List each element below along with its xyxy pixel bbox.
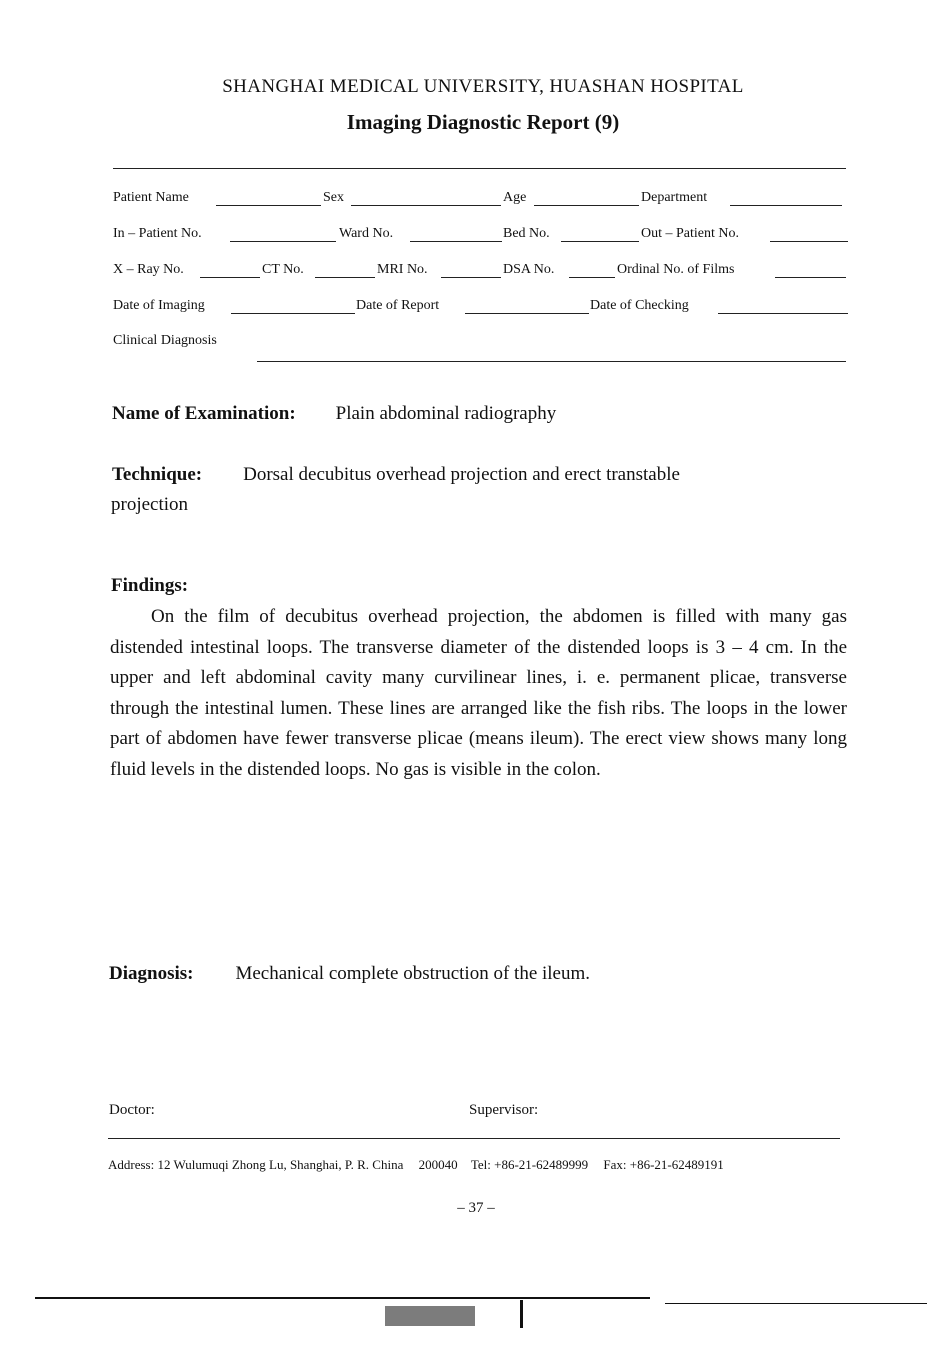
ct-no-label: CT No. <box>262 262 304 277</box>
form-row-clinical <box>113 333 848 353</box>
fax-text: Fax: +86-21-62489191 <box>603 1157 724 1172</box>
report-title: Imaging Diagnostic Report (9) <box>346 110 620 134</box>
postcode-text: 200040 <box>418 1157 458 1172</box>
form-row-patient <box>113 190 848 210</box>
examination-value: Plain abdominal radiography <box>335 403 557 424</box>
date-checking-field[interactable] <box>718 313 848 314</box>
xray-no-field[interactable] <box>200 277 260 278</box>
technique-section <box>112 464 680 486</box>
doctor-label: Doctor: <box>109 1102 155 1118</box>
age-field[interactable] <box>534 205 639 206</box>
out-patient-no-field[interactable] <box>770 241 848 242</box>
date-report-label: Date of Report <box>356 298 440 313</box>
dsa-no-label: DSA No. <box>503 262 555 277</box>
form-row-imaging-numbers <box>113 262 848 282</box>
mri-no-label: MRI No. <box>377 262 428 277</box>
bed-no-label: Bed No. <box>503 226 550 241</box>
in-patient-no-field[interactable] <box>230 241 336 242</box>
scan-smudge <box>385 1306 475 1326</box>
dsa-no-field[interactable] <box>569 277 615 278</box>
department-label: Department <box>641 190 708 205</box>
in-patient-no-label: In – Patient No. <box>113 226 202 241</box>
scan-edge-line <box>35 1297 650 1299</box>
date-checking-label: Date of Checking <box>590 298 689 313</box>
scan-edge-line-right <box>665 1303 927 1304</box>
scan-mark <box>520 1300 523 1328</box>
footer-divider <box>108 1138 840 1139</box>
ct-no-field[interactable] <box>315 277 375 278</box>
technique-value-line1: Dorsal decubitus overhead projection and erect transtable <box>243 464 680 485</box>
ordinal-films-label: Ordinal No. of Films <box>617 262 735 277</box>
tel-text: Tel: +86-21-62489999 <box>470 1157 589 1172</box>
patient-name-label: Patient Name <box>113 190 189 205</box>
date-report-field[interactable] <box>465 313 589 314</box>
supervisor-label: Supervisor: <box>469 1102 539 1118</box>
header-divider <box>113 168 846 169</box>
examination-section <box>112 403 556 425</box>
page-number: – 37 – <box>457 1200 495 1216</box>
form-row-admission <box>113 226 848 246</box>
date-imaging-label: Date of Imaging <box>113 298 205 313</box>
address-text: Address: 12 Wulumuqi Zhong Lu, Shanghai, P. R. China <box>108 1157 404 1172</box>
out-patient-no-label: Out – Patient No. <box>641 226 739 241</box>
findings-text: On the film of decubitus overhead projection, the abdomen is filled with many gas distended intestinal loops. The transverse diameter of the distended loops is 3 – 4 cm. In the upper and left abdominal cavity many curvilinear lines, i. e. permanent plicae, transverse through the intestinal lumen. These lines are arranged like the fish ribs. The loops in the lower part of abdomen have fewer transverse plicae (means ileum). The erect view shows many long fluid levels in the distended loops. No gas is visible in the colon. <box>110 606 847 780</box>
date-imaging-field[interactable] <box>231 313 355 314</box>
clinical-diagnosis-field[interactable] <box>257 361 846 362</box>
patient-name-field[interactable] <box>216 205 321 206</box>
findings-label: Findings: <box>111 575 189 596</box>
diagnosis-value: Mechanical complete obstruction of the ileum. <box>235 963 591 984</box>
ward-no-field[interactable] <box>410 241 502 242</box>
diagnosis-section <box>109 963 590 985</box>
hospital-name: SHANGHAI MEDICAL UNIVERSITY, HUASHAN HOSPITAL <box>222 76 744 97</box>
technique-label: Technique: <box>112 464 203 485</box>
technique-value-line2: projection <box>111 494 189 515</box>
bed-no-field[interactable] <box>561 241 639 242</box>
clinical-diagnosis-label: Clinical Diagnosis <box>113 333 217 348</box>
mri-no-field[interactable] <box>441 277 501 278</box>
department-field[interactable] <box>730 205 842 206</box>
diagnosis-label: Diagnosis: <box>109 963 194 984</box>
examination-label: Name of Examination: <box>112 403 296 424</box>
sex-field[interactable] <box>351 205 501 206</box>
ordinal-films-field[interactable] <box>775 277 846 278</box>
ward-no-label: Ward No. <box>339 226 394 241</box>
xray-no-label: X – Ray No. <box>113 262 184 277</box>
form-row-dates <box>113 298 848 318</box>
footer-address <box>108 1157 724 1173</box>
age-label: Age <box>503 190 527 205</box>
sex-label: Sex <box>323 190 344 205</box>
